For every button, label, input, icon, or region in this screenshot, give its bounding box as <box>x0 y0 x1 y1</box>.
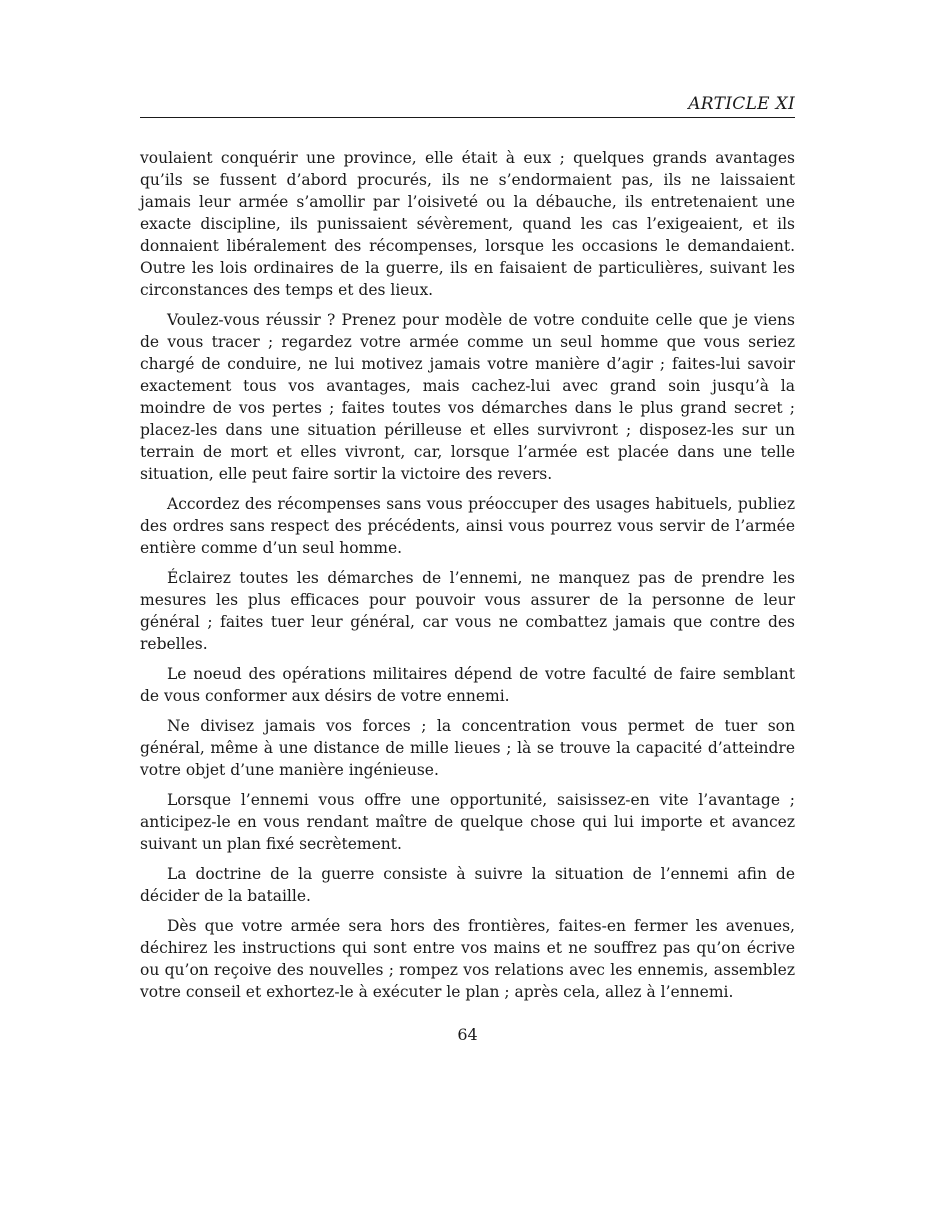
paragraph-6: Ne divisez jamais vos forces ; la concentration vous permet de tuer son général, même à une distance de mille lieues ; là se trouve la capacité d’atteindre votre objet d’une manière ingénieuse. <box>140 717 795 779</box>
page-content <box>140 94 795 1011</box>
paragraph-3: Accordez des récompenses sans vous préoccuper des usages habituels, publiez des ordres sans respect des précédents, ainsi vous pourrez vous servir de l’armée entière comme d’un seul homme. <box>140 495 795 557</box>
paragraph-7: Lorsque l’ennemi vous offre une opportunité, saisissez-en vite l’avantage ; anticipez-le en vous rendant maître de quelque chose qui lui importe et avancez suivant un plan fixé secrètement. <box>140 791 795 853</box>
paragraph-1: voulaient conquérir une province, elle était à eux ; quelques grands avantages qu’ils se fussent d’abord procurés, ils ne s’endormaient pas, ils ne laissaient jamais leur armée s’amollir par l’oisiveté ou la débauche, ils entretenaient une exacte discipline, ils punissaient sévèrement, quand les cas l’exigeaient, et ils donnaient libéralement des récompenses, lorsque les occasions le demandaient. Outre les lois ordinaires de la guerre, ils en faisaient de particulières, suivant les circonstances des temps et des lieux. <box>140 149 795 299</box>
paragraph-9: Dès que votre armée sera hors des frontières, faites-en fermer les avenues, déchirez les instructions qui sont entre vos mains et ne souffrez pas qu’on écrive ou qu’on reçoive des nouvelles ; rompez vos relations avec les ennemis, assemblez votre conseil et exhortez-le à exécuter le plan ; après cela, allez à l’ennemi. <box>140 917 795 1001</box>
paragraph-8: La doctrine de la guerre consiste à suivre la situation de l’ennemi afin de décider de la bataille. <box>140 865 795 905</box>
paragraph-4: Éclairez toutes les démarches de l’ennemi, ne manquez pas de prendre les mesures les plus efficaces pour pouvoir vous assurer de la personne de leur général ; faites tuer leur général, car vous ne combattez jamais que contre des rebelles. <box>140 569 795 653</box>
page-number: 64 <box>457 1025 478 1044</box>
paragraph-2: Voulez-vous réussir ? Prenez pour modèle de votre conduite celle que je viens de vous tracer ; regardez votre armée comme un seul homme que vous seriez chargé de conduire, ne lui motivez jamais votre manière d’agir ; faites-lui savoir exactement tous vos avantages, mais cachez-lui avec grand soin jusqu’à la moindre de vos pertes ; faites toutes vos démarches dans le plus grand secret ; placez-les dans une situation périlleuse et elles survivront ; disposez-les sur un terrain de mort et elles vivront, car, lorsque l’armée est placée dans une telle situation, elle peut faire sortir la victoire des revers. <box>140 311 795 483</box>
running-header: ARTICLE XI <box>140 94 795 118</box>
body-text <box>140 147 795 1003</box>
paragraph-5: Le noeud des opérations militaires dépend de votre faculté de faire semblant de vous conformer aux désirs de votre ennemi. <box>140 665 795 705</box>
